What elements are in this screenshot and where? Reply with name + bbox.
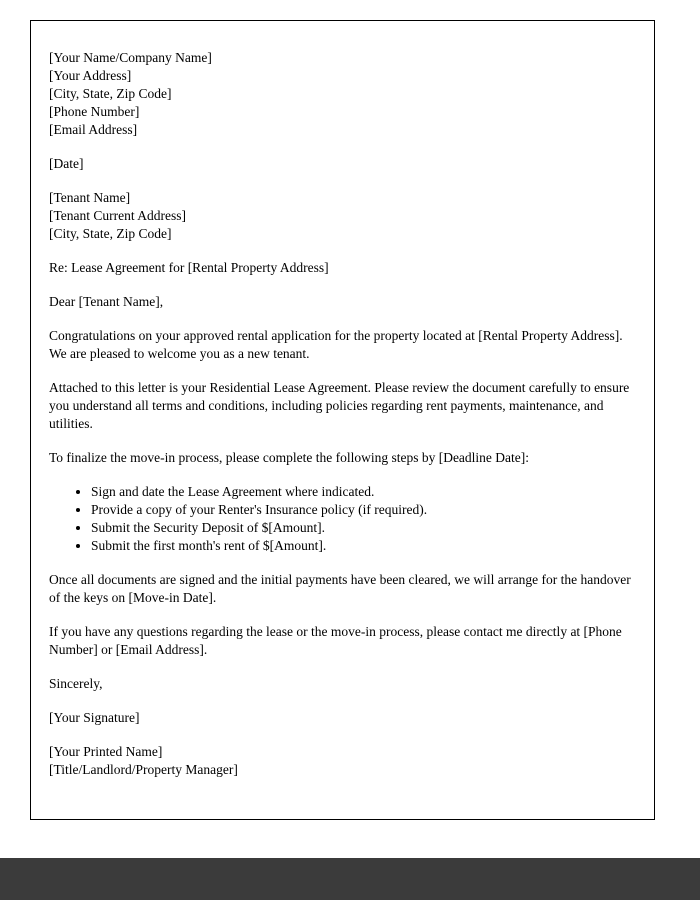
- date-block: [49, 155, 634, 173]
- recipient-block: [49, 189, 634, 243]
- sender-block: [49, 49, 634, 139]
- tenant-address-line: [Tenant Current Address]: [49, 208, 187, 223]
- body-paragraph-attachment: Attached to this letter is your Residential Lease Agreement. Please review the document carefully to ensure you understand all terms and conditions, including policies regarding rent payments, maintenance, and utilities.: [49, 380, 630, 431]
- subject-line: Re: Lease Agreement for [Rental Property Address]: [49, 260, 329, 275]
- sender-city-line: [City, State, Zip Code]: [49, 86, 172, 101]
- tenant-name-line: [Tenant Name]: [49, 190, 131, 205]
- body-paragraph-congratulations: Congratulations on your approved rental application for the property located at [Rental Property Address]. We are pleased to welcome you as a new tenant.: [49, 328, 623, 361]
- checklist-item-insurance: • Provide a copy of your Renter's Insurance policy (if required).: [91, 501, 634, 519]
- body-paragraph-keys: Once all documents are signed and the initial payments have been cleared, we will arrange for the handover of the keys on [Move-in Date].: [49, 572, 631, 605]
- closing: Sincerely,: [49, 676, 103, 691]
- sender-name-line: [Your Name/Company Name]: [49, 50, 212, 65]
- checklist-item-sign: • Sign and date the Lease Agreement where indicated.: [91, 483, 634, 501]
- signature-placeholder: [Your Signature]: [49, 710, 140, 725]
- date-line: [Date]: [49, 156, 84, 171]
- body-paragraph-contact: If you have any questions regarding the lease or the move-in process, please contact me directly at [Phone Number] or [Email Address].: [49, 624, 622, 657]
- checklist-item-rent: • Submit the first month's rent of $[Amount].: [91, 537, 634, 555]
- checklist-item-deposit: • Submit the Security Deposit of $[Amount].: [91, 519, 634, 537]
- salutation: Dear [Tenant Name],: [49, 294, 164, 309]
- sender-address-line: [Your Address]: [49, 68, 132, 83]
- body-paragraph-steps-intro: To finalize the move-in process, please complete the following steps by [Deadline Date]:: [49, 450, 530, 465]
- sender-email-line: [Email Address]: [49, 122, 138, 137]
- tenant-city-line: [City, State, Zip Code]: [49, 226, 172, 241]
- signature-block: [49, 743, 634, 779]
- letter-page: [30, 20, 655, 820]
- sender-phone-line: [Phone Number]: [49, 104, 140, 119]
- move-in-checklist: [49, 483, 634, 555]
- title-line: [Title/Landlord/Property Manager]: [49, 762, 238, 777]
- viewer-bottom-bar: [0, 858, 700, 900]
- printed-name-line: [Your Printed Name]: [49, 744, 163, 759]
